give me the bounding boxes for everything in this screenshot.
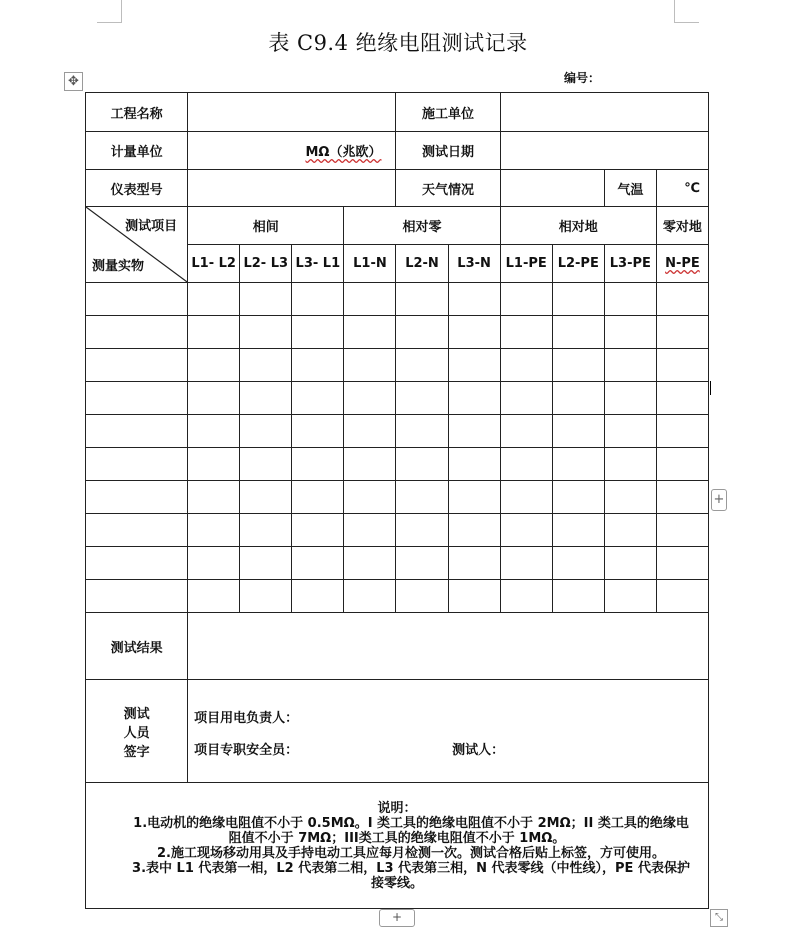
personnel-signatures[interactable]: [188, 680, 709, 783]
note-line: 接零线。: [370, 875, 423, 891]
measurement-cell[interactable]: [552, 580, 604, 613]
measurement-cell[interactable]: [344, 547, 396, 580]
measurement-cell[interactable]: [344, 382, 396, 415]
table-row: [86, 283, 709, 316]
column-header: L3-N: [448, 245, 500, 283]
measurement-cell[interactable]: [500, 415, 552, 448]
measurement-cell[interactable]: [448, 514, 500, 547]
measurement-cell[interactable]: [448, 316, 500, 349]
measurement-cell[interactable]: [396, 283, 448, 316]
measurement-cell[interactable]: [448, 415, 500, 448]
table-row: [86, 547, 709, 580]
measurement-cell[interactable]: [188, 580, 240, 613]
table-row: [86, 680, 709, 783]
measurement-cell[interactable]: [656, 382, 708, 415]
measurement-cell[interactable]: [500, 316, 552, 349]
measurement-cell[interactable]: [396, 316, 448, 349]
table-row: [86, 207, 709, 245]
table-row: [86, 382, 709, 415]
measurement-cell[interactable]: [292, 316, 344, 349]
measurement-cell[interactable]: [396, 382, 448, 415]
weather-field[interactable]: [500, 170, 604, 207]
column-header: L1-N: [344, 245, 396, 283]
table-row: [86, 349, 709, 382]
test-date-field[interactable]: [500, 132, 708, 170]
group-header-phase-to-phase: 相间: [188, 207, 344, 245]
table-row: [86, 415, 709, 448]
test-date-label: 测试日期: [396, 132, 500, 170]
measured-object-cell[interactable]: [86, 580, 188, 613]
measurement-cell[interactable]: [292, 547, 344, 580]
column-header-text: N-PE: [665, 256, 700, 271]
safety-officer-label: 项目专职安全员：: [194, 743, 299, 758]
measurement-cell[interactable]: [604, 415, 656, 448]
table-row: [86, 132, 709, 170]
measurement-cell[interactable]: [500, 514, 552, 547]
measured-object-cell[interactable]: [86, 382, 188, 415]
diagonal-header-cell: [86, 207, 188, 283]
measurement-cell[interactable]: [292, 580, 344, 613]
page-corner-mark-top-left: [97, 0, 122, 23]
measurement-cell[interactable]: [344, 580, 396, 613]
measurement-cell[interactable]: [500, 580, 552, 613]
page-corner-mark-top-right: [674, 0, 699, 23]
measurement-cell[interactable]: [240, 382, 292, 415]
test-item-header: 测试项目: [125, 219, 178, 234]
note-line: 2.施工现场移动用具及手持电动工具应每月检测一次。测试合格后贴上标签，方可使用。: [157, 845, 665, 861]
measurement-cell[interactable]: [656, 481, 708, 514]
column-header: L3-PE: [604, 245, 656, 283]
measurement-cell[interactable]: [656, 448, 708, 481]
measurement-cell[interactable]: [344, 283, 396, 316]
measure-unit-value[interactable]: [188, 132, 396, 170]
measurement-cell[interactable]: [292, 448, 344, 481]
measurement-cell[interactable]: [344, 514, 396, 547]
measurement-cell[interactable]: [396, 481, 448, 514]
measurement-cell[interactable]: [448, 382, 500, 415]
measurement-cell[interactable]: [604, 382, 656, 415]
insulation-test-table: [85, 92, 709, 909]
measurement-cell[interactable]: [500, 349, 552, 382]
plus-icon: +: [391, 910, 403, 924]
personnel-sign-label: [86, 680, 188, 783]
measurement-cell[interactable]: [396, 547, 448, 580]
measured-object-cell[interactable]: [86, 283, 188, 316]
move-arrows-icon: ✥: [68, 74, 79, 89]
measurement-cell[interactable]: [552, 382, 604, 415]
measured-object-cell[interactable]: [86, 316, 188, 349]
measurement-cell[interactable]: [604, 481, 656, 514]
serial-number-label: 编号：: [564, 71, 601, 85]
measurement-cell[interactable]: [552, 349, 604, 382]
measurement-cell[interactable]: [656, 514, 708, 547]
measurement-cell[interactable]: [448, 547, 500, 580]
instrument-model-label: 仪表型号: [86, 170, 188, 207]
add-row-button[interactable]: [379, 909, 415, 927]
measurement-cell[interactable]: [188, 283, 240, 316]
measurement-cell[interactable]: [292, 415, 344, 448]
table-row: [86, 170, 709, 207]
measured-object-cell[interactable]: [86, 448, 188, 481]
measurement-cell[interactable]: [656, 316, 708, 349]
measurement-cell[interactable]: [552, 481, 604, 514]
measurement-cell[interactable]: [604, 316, 656, 349]
measurement-cell[interactable]: [344, 448, 396, 481]
measurement-cell[interactable]: [604, 547, 656, 580]
measurement-cell[interactable]: [344, 316, 396, 349]
group-header-phase-to-earth: 相对地: [500, 207, 656, 245]
column-header: L3- L1: [292, 245, 344, 283]
column-header: L2- L3: [240, 245, 292, 283]
measure-unit-label: 计量单位: [86, 132, 188, 170]
table-row: [86, 783, 709, 909]
measurement-cell[interactable]: [344, 349, 396, 382]
measurement-cell[interactable]: [656, 415, 708, 448]
measurement-cell[interactable]: [344, 481, 396, 514]
measurement-cell[interactable]: [396, 580, 448, 613]
measurement-cell[interactable]: [240, 283, 292, 316]
measurement-cell[interactable]: [188, 448, 240, 481]
measurement-cell[interactable]: [552, 283, 604, 316]
test-result-field[interactable]: [188, 613, 709, 680]
measurement-cell[interactable]: [240, 514, 292, 547]
table-row: [86, 93, 709, 132]
project-name-field[interactable]: [188, 93, 396, 132]
measurement-cell[interactable]: [656, 580, 708, 613]
column-header: [656, 245, 708, 283]
construction-unit-field[interactable]: [500, 93, 708, 132]
measurement-cell[interactable]: [240, 547, 292, 580]
temperature-field[interactable]: ℃: [656, 170, 708, 207]
notes-cell: [86, 783, 709, 909]
group-header-phase-to-neutral: 相对零: [344, 207, 500, 245]
table-row: [86, 481, 709, 514]
measurement-cell[interactable]: [656, 283, 708, 316]
column-header: L2-PE: [552, 245, 604, 283]
measurement-cell[interactable]: [240, 415, 292, 448]
measurement-cell[interactable]: [292, 514, 344, 547]
test-result-label: 测试结果: [86, 613, 188, 680]
table-row: [86, 514, 709, 547]
measurement-cell[interactable]: [448, 283, 500, 316]
personnel-label-line: 签字: [123, 744, 150, 760]
electric-manager-line: [194, 707, 708, 726]
measurement-cell[interactable]: [448, 580, 500, 613]
measured-object-cell[interactable]: [86, 547, 188, 580]
personnel-label-line: 测试: [123, 706, 150, 722]
measured-object-cell[interactable]: [86, 415, 188, 448]
column-header: L2-N: [396, 245, 448, 283]
measurement-cell[interactable]: [500, 547, 552, 580]
measurement-cell[interactable]: [552, 448, 604, 481]
measured-object-header: 测量实物: [92, 259, 145, 274]
measurement-cell[interactable]: [188, 547, 240, 580]
measurement-cell[interactable]: [396, 448, 448, 481]
measurement-cell[interactable]: [292, 349, 344, 382]
table-row: [86, 448, 709, 481]
measurement-cell[interactable]: [552, 316, 604, 349]
measurement-cell[interactable]: [500, 448, 552, 481]
measure-unit-text: MΩ（兆欧）: [305, 145, 382, 160]
measurement-cell[interactable]: [240, 448, 292, 481]
measured-object-cell[interactable]: [86, 514, 188, 547]
measured-object-cell[interactable]: [86, 481, 188, 514]
measurement-cell[interactable]: [396, 349, 448, 382]
measurement-cell[interactable]: [188, 415, 240, 448]
tester-label: 测试人：: [452, 743, 505, 758]
measurement-cell[interactable]: [292, 382, 344, 415]
measurement-cell[interactable]: [500, 283, 552, 316]
group-header-neutral-to-earth: 零对地: [656, 207, 708, 245]
measurement-cell[interactable]: [656, 349, 708, 382]
measurement-cell[interactable]: [552, 547, 604, 580]
table-row: [86, 316, 709, 349]
measurement-cell[interactable]: [604, 448, 656, 481]
measurement-cell[interactable]: [292, 481, 344, 514]
column-header: L1- L2: [188, 245, 240, 283]
measurement-cell[interactable]: [448, 349, 500, 382]
measurement-cell[interactable]: [240, 349, 292, 382]
measurement-cell[interactable]: [240, 580, 292, 613]
measurement-rows: [86, 283, 709, 613]
measurement-cell[interactable]: [552, 415, 604, 448]
measurement-cell[interactable]: [604, 580, 656, 613]
measurement-cell[interactable]: [448, 448, 500, 481]
project-name-label: 工程名称: [86, 93, 188, 132]
measurement-cell[interactable]: [396, 514, 448, 547]
table-move-handle[interactable]: [64, 72, 83, 91]
weather-label: 天气情况: [396, 170, 500, 207]
measurement-cell[interactable]: [448, 481, 500, 514]
measurement-cell[interactable]: [188, 514, 240, 547]
temperature-label: 气温: [604, 170, 656, 207]
table-resize-handle[interactable]: [710, 909, 728, 927]
instrument-model-field[interactable]: [188, 170, 396, 207]
safety-officer-line: [194, 739, 708, 758]
personnel-label-line: 人员: [123, 725, 150, 741]
document-title: 表 C9.4 绝缘电阻测试记录: [268, 31, 528, 55]
measurement-cell[interactable]: [552, 514, 604, 547]
electric-manager-label: 项目用电负责人：: [194, 711, 299, 726]
measurement-cell[interactable]: [500, 481, 552, 514]
note-line: 1.电动机的绝缘电阻值不小于 0.5MΩ。I 类工具的绝缘电阻值不小于 2MΩ；II 类工具的绝缘电: [133, 815, 689, 831]
note-line: 3.表中 L1 代表第一相，L2 代表第二相，L3 代表第三相，N 代表零线（中性线），PE 代表保护: [132, 860, 690, 876]
measurement-cell[interactable]: [656, 547, 708, 580]
measurement-cell[interactable]: [188, 316, 240, 349]
measurement-cell[interactable]: [240, 316, 292, 349]
table-row: [86, 613, 709, 680]
measurement-cell[interactable]: [344, 415, 396, 448]
column-header: L1-PE: [500, 245, 552, 283]
construction-unit-label: 施工单位: [396, 93, 500, 132]
measurement-cell[interactable]: [500, 382, 552, 415]
table-row: [86, 580, 709, 613]
notes-heading: 说明：: [377, 800, 417, 816]
measurement-cell[interactable]: [188, 382, 240, 415]
text-cursor: [710, 381, 711, 395]
plus-icon: +: [713, 492, 725, 507]
measurement-cell[interactable]: [604, 283, 656, 316]
measurement-cell[interactable]: [188, 349, 240, 382]
measured-object-cell[interactable]: [86, 349, 188, 382]
measurement-cell[interactable]: [240, 481, 292, 514]
measurement-cell[interactable]: [396, 415, 448, 448]
resize-diagonal-icon: ⤡: [715, 912, 723, 923]
measurement-cell[interactable]: [604, 349, 656, 382]
measurement-cell[interactable]: [292, 283, 344, 316]
add-column-button[interactable]: [711, 489, 727, 511]
measurement-cell[interactable]: [604, 514, 656, 547]
measurement-cell[interactable]: [188, 481, 240, 514]
note-line: 阻值不小于 7MΩ；III类工具的绝缘电阻值不小于 1MΩ。: [228, 830, 566, 846]
